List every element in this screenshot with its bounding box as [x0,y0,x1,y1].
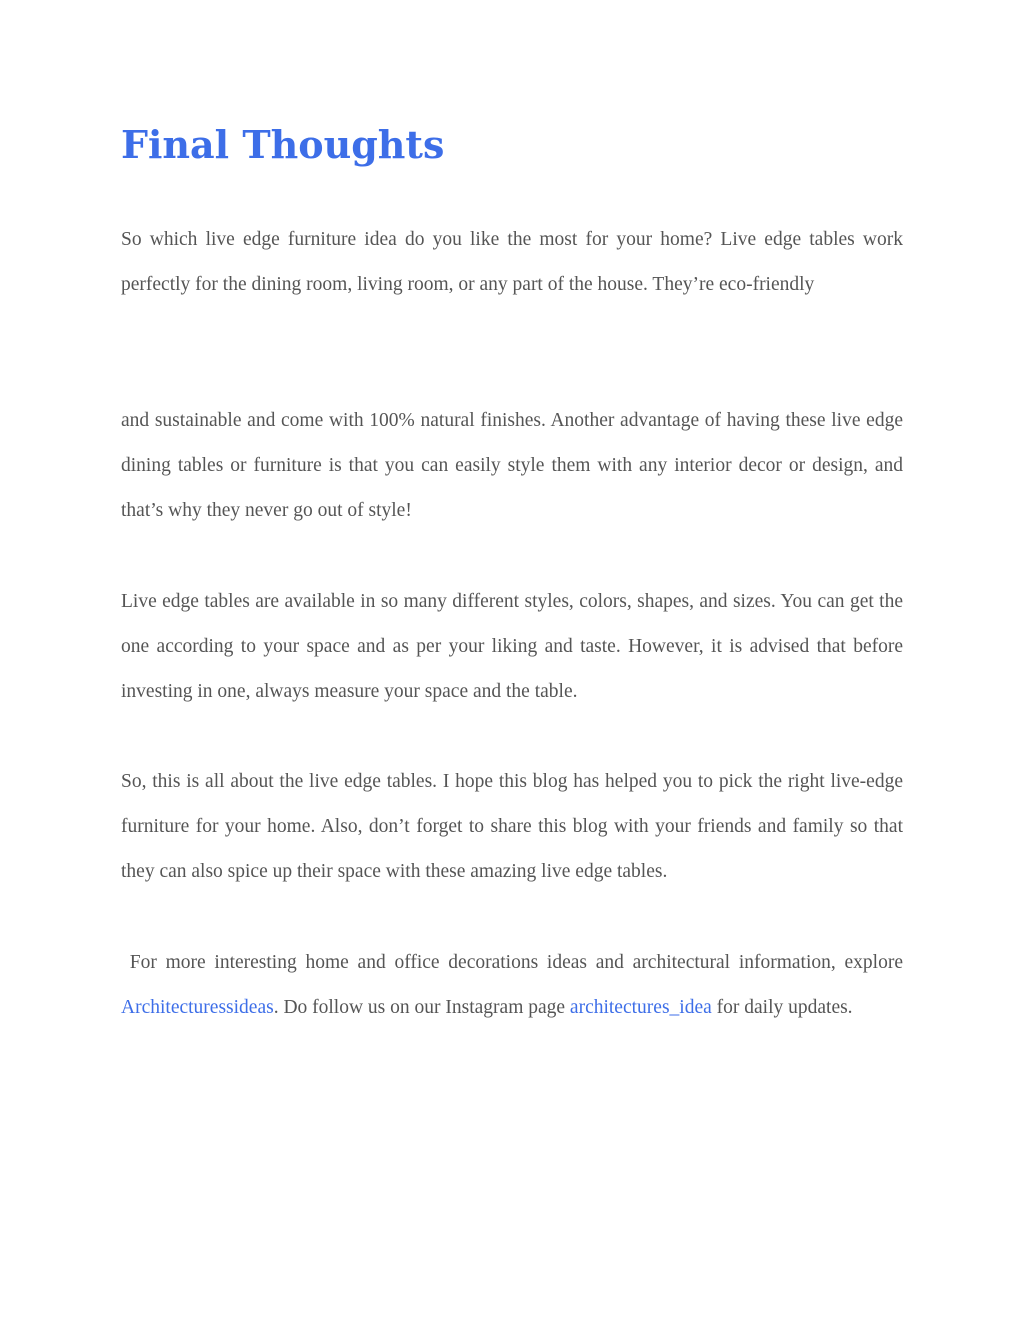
paragraph-sustainability: and sustainable and come with 100% natural finishes. Another advantage of having these live edge dining tables or furniture is that you can easily style them with any interior decor or design, and that’s why they never go out of style! [121,410,903,522]
instagram-page-link[interactable]: architectures_idea [569,997,712,1019]
closing-intro-text: For more interesting home and office decorations ideas and architectural information, explore [121,952,903,973]
closing-middle-text: . Do follow us on our Instagram page [273,997,570,1019]
paragraph-styles: Live edge tables are available in so many different styles, colors, shapes, and sizes. You can get the one according to your space and as per your liking and taste. However, it is advised that before investing in one, always measure your space and the table. [121,591,903,703]
paragraph-summary: So, this is all about the live edge tables. I hope this blog has helped you to pick the right live-edge furniture for your home. Also, don’t forget to share this blog with your friends and family so that they can also spice up their space with these amazing live edge tables. [121,771,903,883]
architecturessideas-link[interactable]: Architecturessideas [121,997,274,1019]
paragraph-intro: So which live edge furniture idea do you like the most for your home? Live edge tables work perfectly for the dining room, living room, or any part of the house. They’re eco-friendly [121,229,903,296]
page-title: Final Thoughts [121,122,445,167]
paragraph-closing [121,940,903,1030]
closing-end-text: for daily updates. [711,997,853,1019]
